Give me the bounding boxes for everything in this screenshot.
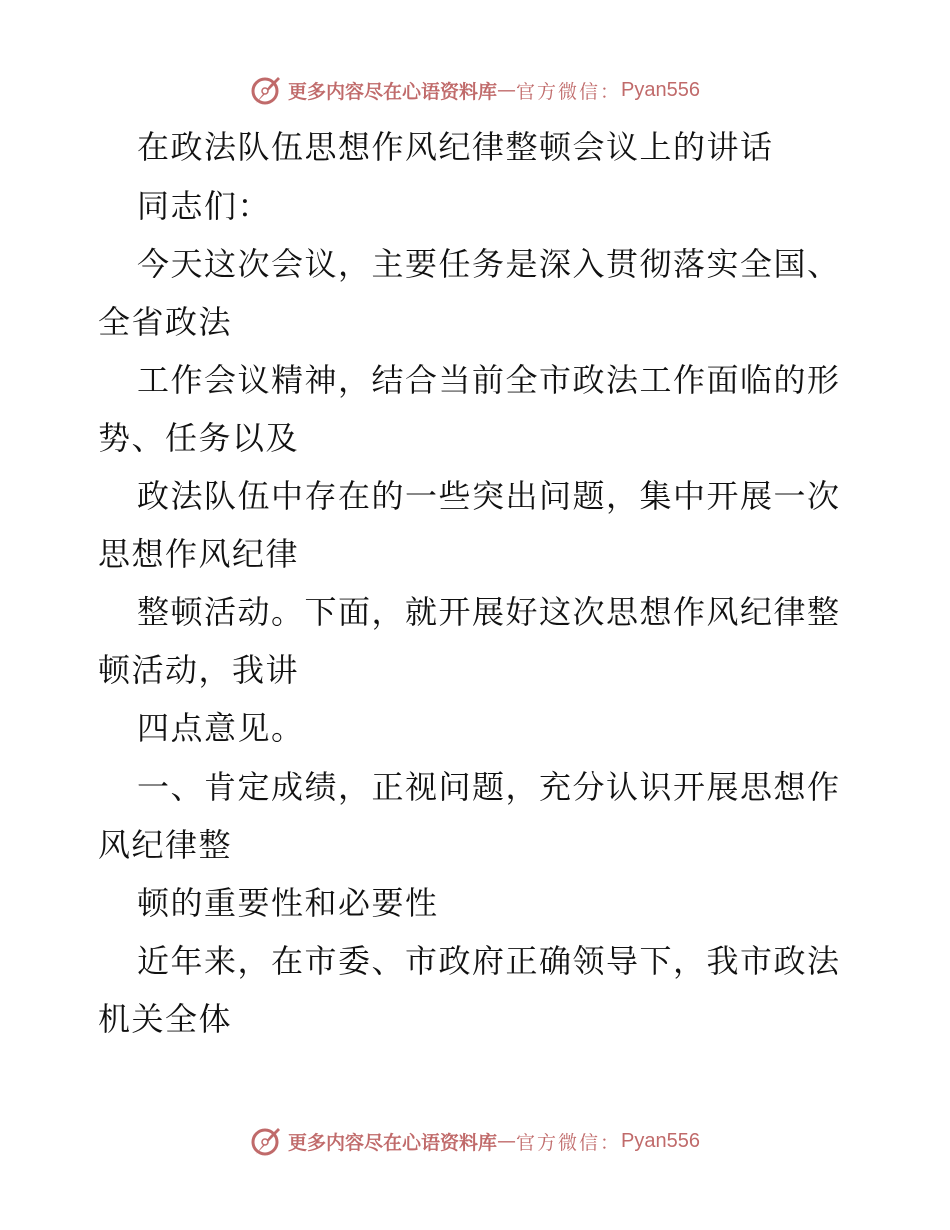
paragraph-line: 近年来，在市委、市政府正确领导下，我市政法 — [137, 942, 841, 980]
section-heading-line: 风纪律整 — [98, 826, 233, 864]
pen-nib-logo-icon — [250, 73, 284, 107]
document-title: 在政法队伍思想作风纪律整顿会议上的讲话 — [137, 128, 774, 166]
watermark-sub-text: 官方微信： — [516, 80, 622, 103]
pen-nib-logo-icon — [250, 1124, 284, 1158]
watermark-main-text: 更多内容尽在心语资料库 — [288, 1131, 498, 1154]
paragraph-line: 思想作风纪律 — [98, 535, 300, 573]
salutation-line: 同志们： — [137, 187, 272, 225]
paragraph-line: 机关全体 — [98, 1000, 233, 1038]
paragraph-line: 政法队伍中存在的一些突出问题，集中开展一次 — [137, 477, 841, 515]
watermark-wechat-id: Pyan556 — [621, 1129, 700, 1152]
watermark-separator: — — [497, 1130, 517, 1152]
footer-watermark — [0, 1121, 950, 1161]
paragraph-line: 全省政法 — [98, 303, 233, 341]
paragraph-line: 今天这次会议，主要任务是深入贯彻落实全国、 — [137, 245, 841, 283]
paragraph-line: 势、任务以及 — [98, 419, 300, 457]
section-heading-line: 顿的重要性和必要性 — [137, 884, 439, 922]
paragraph-line: 顿活动，我讲 — [98, 651, 300, 689]
watermark-wechat-id: Pyan556 — [621, 78, 700, 101]
header-watermark — [0, 70, 950, 110]
paragraph-line: 四点意见。 — [137, 709, 305, 747]
watermark-separator: — — [497, 79, 517, 101]
paragraph-line: 工作会议精神，结合当前全市政法工作面临的形 — [137, 361, 841, 399]
section-heading-line: 一、肯定成绩，正视问题，充分认识开展思想作 — [137, 768, 841, 806]
watermark-sub-text: 官方微信： — [516, 1131, 622, 1154]
watermark-main-text: 更多内容尽在心语资料库 — [288, 80, 498, 103]
paragraph-line: 整顿活动。下面，就开展好这次思想作风纪律整 — [137, 593, 841, 631]
